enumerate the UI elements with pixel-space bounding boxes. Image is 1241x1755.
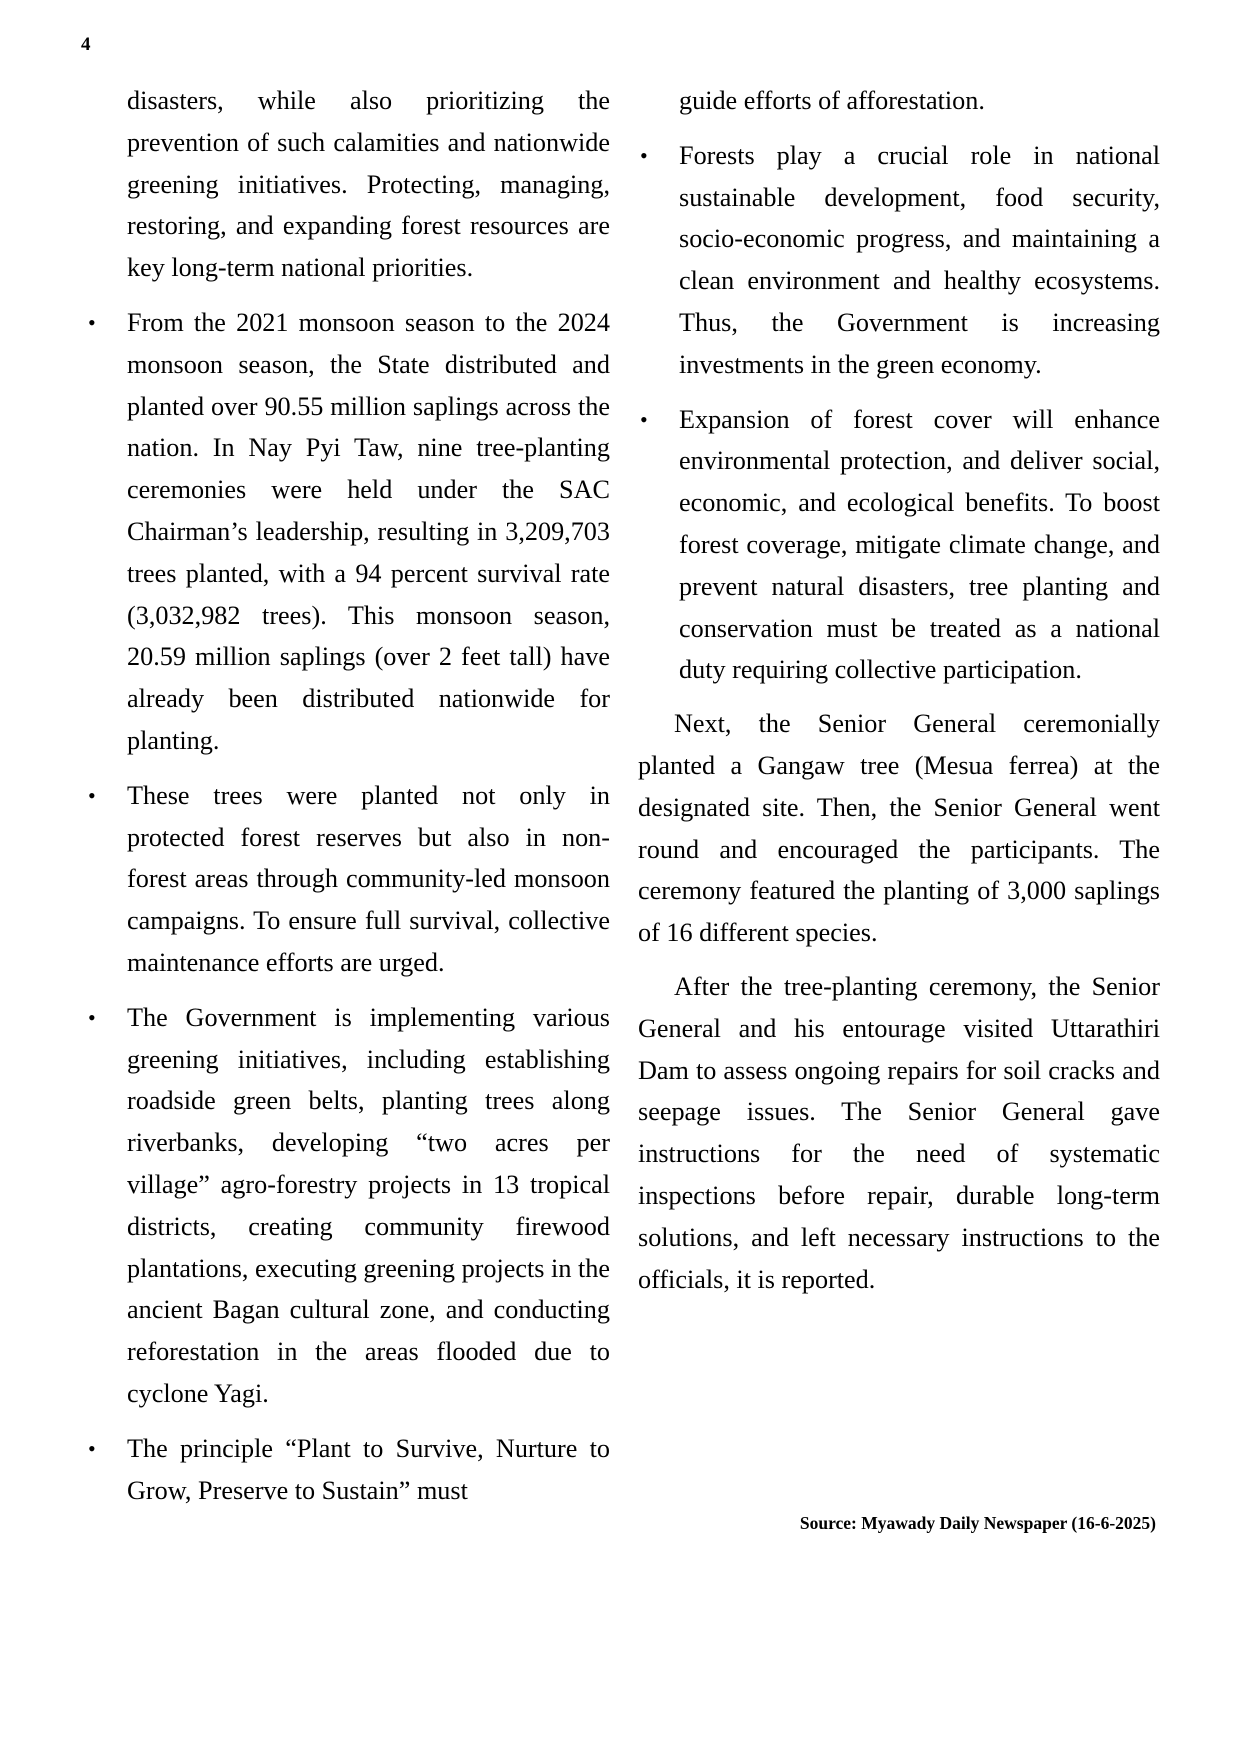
bullet-text: Expansion of forest cover will enhance environmental protection, and deliver social, economic, and ecological benefits. To boost forest coverage, mitigate climate change, and prevent natural disasters, tree planting and conservation must be treated as a national duty requiring collective participation. [679,404,1160,685]
page-number: 4 [81,34,91,55]
bullet-list [638,135,1160,691]
bullet-item [638,135,1160,386]
bullet-icon: • [88,309,96,335]
source-citation: Source: Myawady Daily Newspaper (16-6-2025) [799,1513,1156,1533]
bullet-item [86,997,610,1415]
body-paragraph: Next, the Senior General ceremonially planted a Gangaw tree (Mesua ferrea) at the designated site. Then, the Senior General went round and encouraged the participants. The ceremony featured the planting of 3,000 saplings of 16 different species. [638,709,1160,948]
bullet-icon: • [88,1004,96,1030]
bullet-text: The Government is implementing various greening initiatives, including establishing roadside green belts, planting trees along riverbanks, developing “two acres per village” agro-forestry projects in 13 tropical districts, creating community firewood plantations, executing greening projects in the ancient Bagan cultural zone, and conducting reforestation in the areas flooded due to cyclone Yagi. [127,1002,610,1408]
bullet-text: Forests play a crucial role in national sustainable development, food security, socio-economic progress, and maintaining a clean environment and healthy ecosystems. Thus, the Government is increasing investments in the green economy. [679,140,1160,379]
left-column [86,80,610,1511]
bullet-icon: • [640,142,648,168]
body-paragraph: After the tree-planting ceremony, the Senior General and his entourage visited Uttarathiri Dam to assess ongoing repairs for soil cracks and seepage issues. The Senior General gave instructions for the need of systematic inspections before repair, durable long-term solutions, and left necessary instructions to the officials, it is reported. [638,971,1160,1294]
bullet-text: The principle “Plant to Survive, Nurture to Grow, Preserve to Sustain” must [127,1433,610,1505]
bullet-icon: • [88,1435,96,1461]
bullet-item [86,302,610,762]
continued-paragraph: disasters, while also prioritizing the prevention of such calamities and nationwide greening initiatives. Protecting, managing, restoring, and expanding forest resources are key long-term national priorities. [127,86,610,283]
continued-paragraph: guide efforts of afforestation. [679,86,985,115]
bullet-item [86,775,610,984]
bullet-list [86,302,610,1511]
bullet-text: These trees were planted not only in protected forest reserves but also in non-forest areas through community-led monsoon campaigns. To ensure full survival, collective maintenance efforts are urged. [127,780,610,977]
bullet-icon: • [640,406,648,432]
bullet-item [86,1428,610,1512]
bullet-text: From the 2021 monsoon season to the 2024 monsoon season, the State distributed and planted over 90.55 million saplings across the nation. In Nay Pyi Taw, nine tree-planting ceremonies were held under the SAC Chairman’s leadership, resulting in 3,209,703 trees planted, with a 94 percent survival rate (3,032,982 trees). This monsoon season, 20.59 million saplings (over 2 feet tall) have already been distributed nationwide for planting. [127,307,610,755]
bullet-item [638,399,1160,692]
bullet-icon: • [88,782,96,808]
right-column [638,80,1160,1300]
